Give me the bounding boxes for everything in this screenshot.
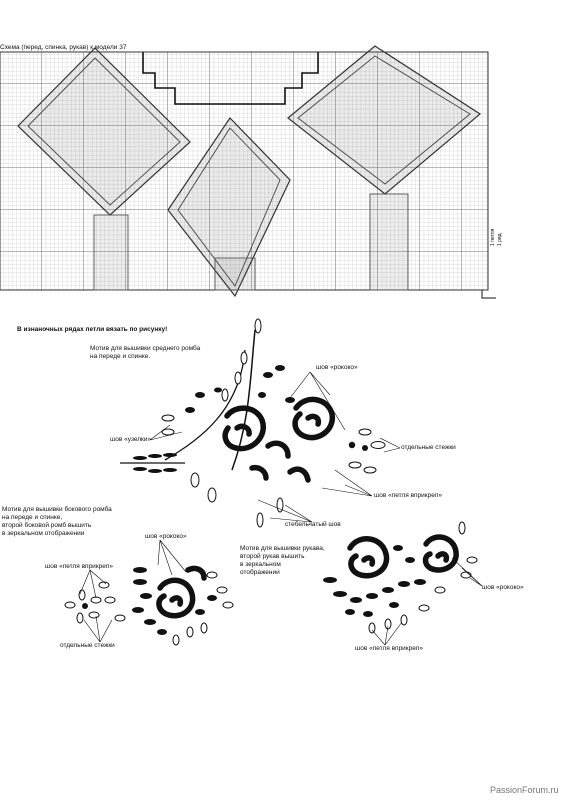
label-rococo-sleeve: шов «рококо»	[482, 584, 524, 591]
label-loop-sleeve: шов «петля вприкреп»	[355, 645, 424, 652]
side-mark-row: 1 ряд	[497, 233, 503, 246]
label-knots: шов «узелки»	[110, 436, 152, 443]
label-stem: стебельчатый шов	[285, 521, 341, 528]
motif-center-caption	[90, 345, 200, 361]
sleeve-leader-lines	[372, 558, 482, 645]
motif-side-line: Мотив для вышивки бокового ромба	[2, 506, 112, 513]
motif-side-line: на переде и спинке,	[2, 514, 63, 521]
motif-center-line: Мотив для вышивки среднего ромба	[90, 345, 201, 352]
label-rococo-side: шов «рококо»	[145, 533, 187, 540]
motif-side-line: в зеркальном отображении	[2, 530, 85, 537]
motif-sleeve-line: Мотив для вышивки рукава,	[240, 545, 325, 552]
motif-side-line: второй боковой ромб вышить	[2, 522, 92, 529]
label-rococo-center: шов «рококо»	[316, 364, 358, 371]
watermark: PassionForum.ru	[490, 785, 559, 795]
side-leader-lines	[80, 540, 186, 642]
chart-title: Схема (перед, спинка, рукав) к модели 37	[0, 44, 127, 51]
edge-mark	[482, 290, 496, 298]
side-embroidery-motif	[65, 567, 233, 645]
side-mark-stitch: 1 петля	[490, 228, 496, 246]
motif-sleeve-line: отображении	[240, 569, 280, 576]
sleeve-embroidery-motif	[323, 522, 477, 633]
label-loop-center: шов «петля вприкреп»	[374, 492, 443, 499]
motif-sleeve-line: второй рукав вышить	[240, 553, 305, 560]
label-loop-side: шов «петля вприкреп»	[45, 563, 114, 570]
motif-sleeve-line: в зеркальном	[240, 561, 281, 568]
motif-side-caption	[2, 506, 112, 538]
motif-sleeve-caption	[240, 545, 325, 577]
chart-note: В изнаночных рядах петли вязать по рисунку!	[17, 326, 168, 333]
motif-center-line: на переде и спинке.	[90, 353, 151, 360]
label-separate-side: отдельные стежки	[60, 642, 115, 649]
label-separate-center: отдельные стежки	[401, 444, 456, 451]
